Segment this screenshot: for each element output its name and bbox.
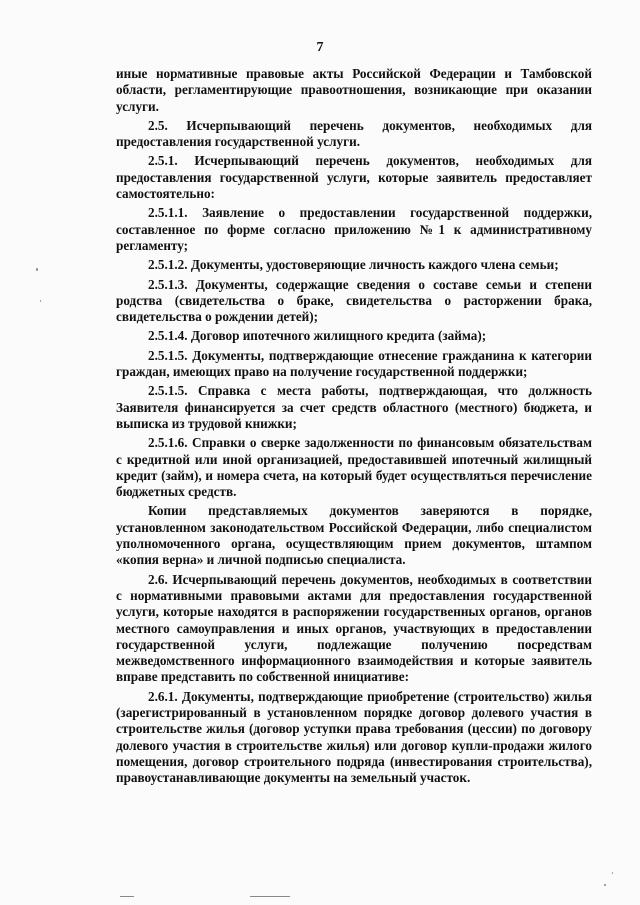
paragraph-2-5-1: 2.5.1. Исчерпывающий перечень документов, необходимых для предоставления государственной услуги, которые заявитель предоставляет самостоятельно:: [116, 153, 592, 202]
paragraph-2-5-1-5-b: 2.5.1.5. Справка с места работы, подтверждающая, что должность Заявителя финансируется за счет средств областного (местного) бюджета, и выписка из трудовой книжки;: [116, 383, 592, 431]
page-number: 7: [316, 40, 324, 55]
paragraph-2-6-1: 2.6.1. Документы, подтверждающие приобретение (строительство) жилья (зарегистрированный в установленном порядке договор долевого участия в строительстве жилья (договор уступки права требования (цессии) по договору долевого участия в строительстве жилья) или договор купли-продажи жилого помещения, договор строительного подряда (инвестирования строительства), правоустанавливающие документы на земельный участок.: [116, 688, 592, 786]
paragraph-2-5-1-6: 2.5.1.6. Справки о сверке задолженности по финансовым обязательствам с кредитной или иной организацией, предоставившей ипотечный жилищный кредит (займ), и номера счета, на который будет осуществляться перечисление бюджетных средств.: [116, 435, 592, 500]
paragraph-2-5-1-2: 2.5.1.2. Документы, удостоверяющие личность каждого члена семьи;: [148, 257, 559, 273]
paragraph-2-5-1-5-a: 2.5.1.5. Документы, подтверждающие отнесение гражданина к категории граждан, имеющих право на получение государственной поддержки;: [116, 347, 592, 380]
paragraph-2-5-1-1: 2.5.1.1. Заявление о предоставлении государственной поддержки, составленное по форме согласно приложению №1 к административному регламенту;: [116, 205, 592, 253]
paragraph-2-5: 2.5. Исчерпывающий перечень документов, необходимых для предоставления государственной услуги.: [116, 117, 592, 150]
paragraph-continuation: иные нормативные правовые акты Российской Федерации и Тамбовской области, регламентирующие правоотношения, возникающие при оказании услуги.: [116, 66, 592, 114]
paragraph-copies: Копии представляемых документов заверяются в порядке, установленном законодательством Российской Федерации, либо специалистом уполномоченного органа, осуществляющим прием документов, штампом «копия верна» и личной подписью специалиста.: [116, 503, 592, 568]
paragraph-2-5-1-3: 2.5.1.3. Документы, содержащие сведения о составе семьи и степени родства (свидетельства о браке, свидетельства о расторжении брака, свидетельства о рождении детей);: [116, 276, 592, 325]
page-body: [116, 66, 592, 789]
paragraph-2-5-1-4: 2.5.1.4. Договор ипотечного жилищного кредита (займа);: [148, 328, 487, 344]
paragraph-2-6: 2.6. Исчерпывающий перечень документов, необходимых в соответствии с нормативными правовыми актами для предоставления государственной услуги, которые находятся в распоряжении государственных органов, органов местного самоуправления и иных органов, участвующих в предоставлении государственной услуги, подлежащие получению посредствам межведомственного информационного взаимодействия и которые заявитель вправе представить по собственной инициативе:: [116, 571, 592, 685]
